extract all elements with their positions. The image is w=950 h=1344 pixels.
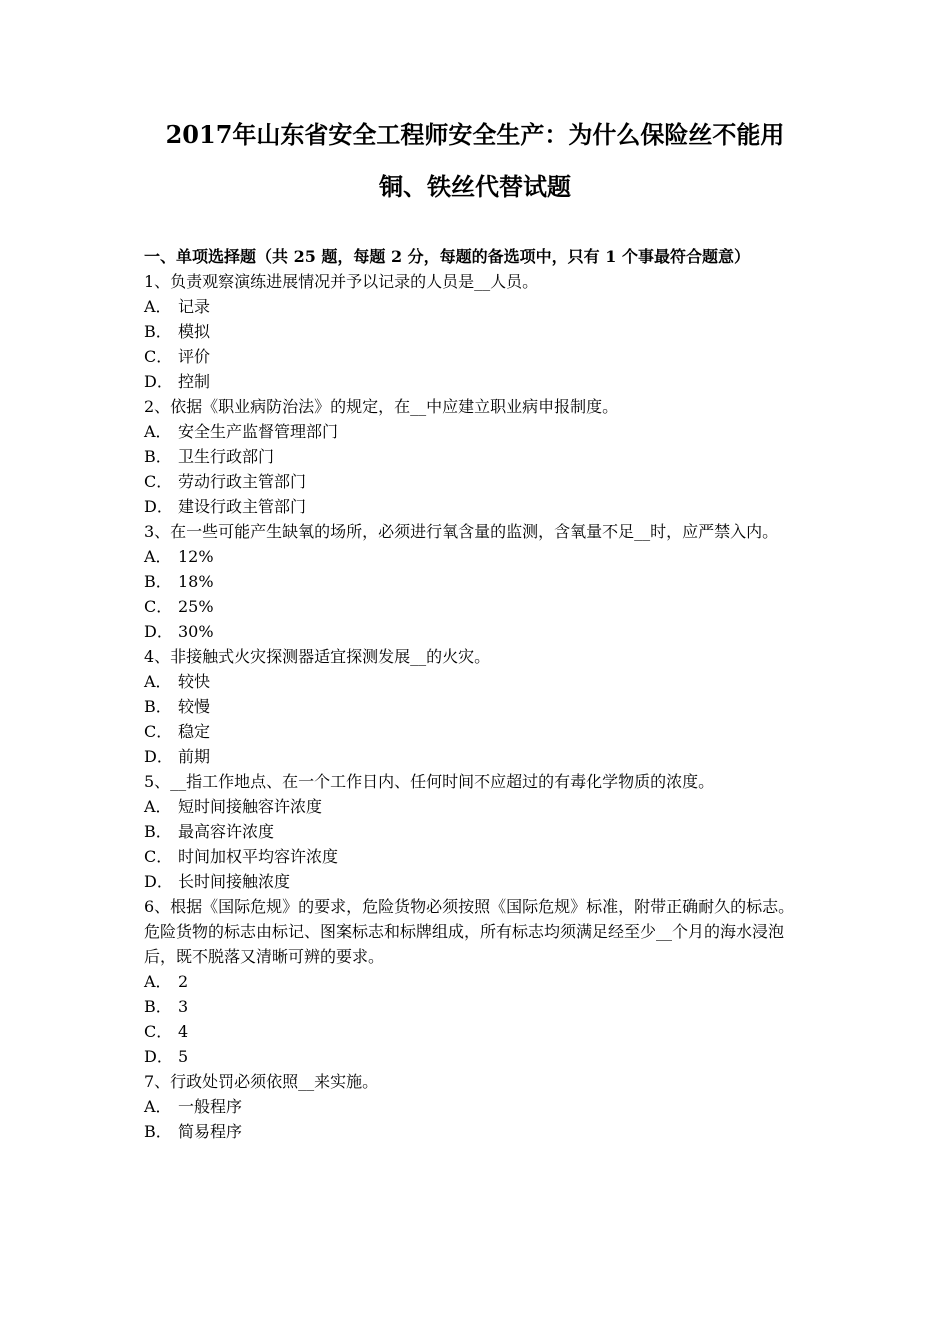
option-letter: B． <box>144 697 172 716</box>
question-3 <box>144 519 808 644</box>
option-c <box>144 719 808 744</box>
option-text: 较慢 <box>178 697 211 716</box>
document-title-line-2: 铜、铁丝代替试题 <box>379 172 571 201</box>
option-a <box>144 669 808 694</box>
option-text: 建设行政主管部门 <box>178 497 307 516</box>
question-7 <box>144 1069 808 1144</box>
option-letter: D． <box>144 622 173 641</box>
option-letter: B． <box>144 447 172 466</box>
option-text: 记录 <box>178 297 211 316</box>
option-text: 评价 <box>178 347 211 366</box>
question-6 <box>144 894 808 1069</box>
option-b <box>144 819 808 844</box>
option-text: 简易程序 <box>178 1122 243 1141</box>
option-a <box>144 294 808 319</box>
option-text: 短时间接触容许浓度 <box>178 797 323 816</box>
option-text: 前期 <box>178 747 211 766</box>
option-text: 安全生产监督管理部门 <box>178 422 339 441</box>
option-text: 30% <box>178 622 214 641</box>
option-text: 稳定 <box>178 722 211 741</box>
option-letter: C． <box>144 722 173 741</box>
option-b <box>144 569 808 594</box>
option-letter: A． <box>144 672 172 691</box>
question-text: 1、负责观察演练进展情况并予以记录的人员是__人员。 <box>144 272 539 291</box>
question-4 <box>144 644 808 769</box>
option-letter: A． <box>144 422 172 441</box>
option-letter: C． <box>144 597 173 616</box>
option-a <box>144 794 808 819</box>
option-text: 18% <box>178 572 214 591</box>
section-heading: 一、单项选择题（共 25 题，每题 2 分，每题的备选项中，只有 1 个事最符合题意） <box>144 247 750 266</box>
option-text: 2 <box>178 972 189 991</box>
option-b <box>144 319 808 344</box>
option-text: 模拟 <box>178 322 211 341</box>
option-letter: A． <box>144 297 172 316</box>
option-b <box>144 1119 808 1144</box>
option-letter: A． <box>144 1097 172 1116</box>
option-letter: B． <box>144 1122 172 1141</box>
option-letter: D． <box>144 497 173 516</box>
option-letter: B． <box>144 997 172 1016</box>
option-b <box>144 994 808 1019</box>
option-b <box>144 444 808 469</box>
option-letter: D． <box>144 872 173 891</box>
option-letter: C． <box>144 847 173 866</box>
question-text: 6、根据《国际危规》的要求，危险货物必须按照《国际危规》标准，附带正确耐久的标志。危险货物的标志由标记、图案标志和标牌组成，所有标志均须满足经至少__个月的海水浸泡后，既不脱落又清晰可辨的要求。 <box>144 897 795 966</box>
question-1 <box>144 269 808 394</box>
option-c <box>144 469 808 494</box>
option-letter: C． <box>144 347 173 366</box>
option-c <box>144 594 808 619</box>
option-c <box>144 344 808 369</box>
option-text: 4 <box>178 1022 189 1041</box>
option-letter: A． <box>144 797 172 816</box>
option-text: 控制 <box>178 372 211 391</box>
option-text: 最高容许浓度 <box>178 822 275 841</box>
question-2 <box>144 394 808 519</box>
option-letter: C． <box>144 472 173 491</box>
option-letter: C． <box>144 1022 173 1041</box>
option-text: 12% <box>178 547 214 566</box>
option-d <box>144 369 808 394</box>
option-text: 较快 <box>178 672 211 691</box>
option-letter: B． <box>144 822 172 841</box>
option-b <box>144 694 808 719</box>
option-a <box>144 1094 808 1119</box>
option-text: 卫生行政部门 <box>178 447 275 466</box>
question-text: 7、行政处罚必须依照__来实施。 <box>144 1072 379 1091</box>
question-text: 2、依据《职业病防治法》的规定，在__中应建立职业病申报制度。 <box>144 397 619 416</box>
question-5 <box>144 769 808 894</box>
option-c <box>144 844 808 869</box>
option-letter: A． <box>144 547 172 566</box>
question-text: 3、在一些可能产生缺氧的场所，必须进行氧含量的监测，含氧量不足__时，应严禁入内。 <box>144 522 779 541</box>
option-letter: D． <box>144 747 173 766</box>
option-d <box>144 619 808 644</box>
option-d <box>144 869 808 894</box>
option-text: 时间加权平均容许浓度 <box>178 847 339 866</box>
option-a <box>144 419 808 444</box>
option-a <box>144 544 808 569</box>
option-d <box>144 1044 808 1069</box>
document-content <box>144 244 808 1144</box>
question-text: 5、__指工作地点、在一个工作日内、任何时间不应超过的有毒化学物质的浓度。 <box>144 772 715 791</box>
option-d <box>144 494 808 519</box>
option-letter: A． <box>144 972 172 991</box>
option-d <box>144 744 808 769</box>
question-text: 4、非接触式火灾探测器适宜探测发展__的火灾。 <box>144 647 491 666</box>
option-text: 5 <box>178 1047 189 1066</box>
option-letter: D． <box>144 372 173 391</box>
document-title-line-1: 2017年山东省安全工程师安全生产：为什么保险丝不能用 <box>165 120 785 149</box>
option-letter: B． <box>144 572 172 591</box>
option-text: 3 <box>178 997 189 1016</box>
option-c <box>144 1019 808 1044</box>
option-text: 一般程序 <box>178 1097 243 1116</box>
option-letter: B． <box>144 322 172 341</box>
option-letter: D． <box>144 1047 173 1066</box>
option-a <box>144 969 808 994</box>
option-text: 劳动行政主管部门 <box>178 472 307 491</box>
option-text: 长时间接触浓度 <box>178 872 291 891</box>
option-text: 25% <box>178 597 214 616</box>
